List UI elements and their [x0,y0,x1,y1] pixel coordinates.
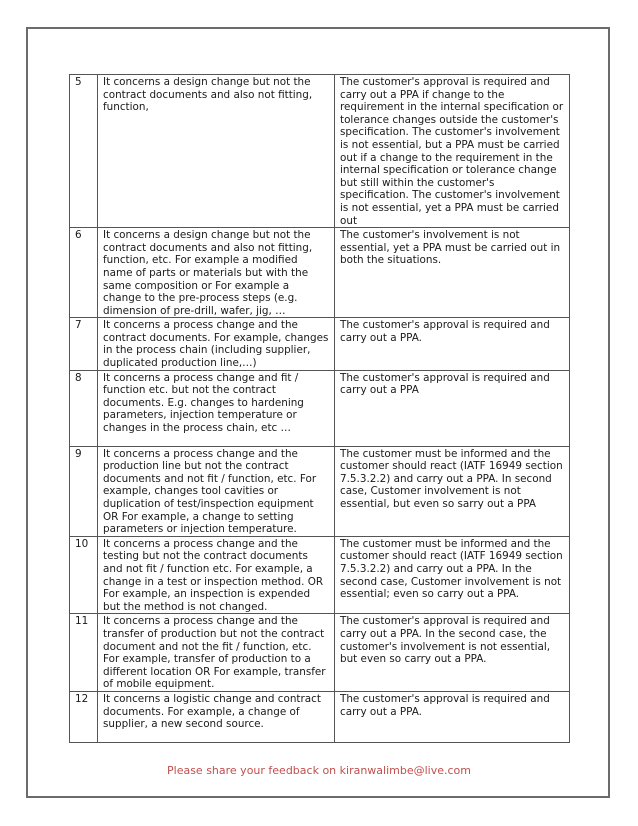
feedback-footer: Please share your feedback on kiranwalimbe@live.com [167,764,471,777]
change-description: It concerns a process change and the contract documents. For example, changes in the process chain (including supplier, duplicated production line,…) [98,318,335,370]
row-number: 11 [70,614,98,692]
row-number: 8 [70,370,98,446]
customer-action: The customer's approval is required and carry out a PPA. [335,318,570,370]
change-description: It concerns a logistic change and contract documents. For example, a change of supplier, a new second source. [98,691,335,742]
table-row [70,691,570,742]
change-description: It concerns a process change and the production line but not the contract documents and not fit / function, etc. For example, changes tool cavities or duplication of test/inspection equipment OR For example, a change to setting parameters or injection temperature. [98,446,335,536]
change-description: It concerns a design change but not the contract documents and also not fitting, function, [98,75,335,228]
table-row [70,318,570,370]
customer-action: The customer's approval is required and carry out a PPA [335,370,570,446]
table-row [70,536,570,614]
row-number: 5 [70,75,98,228]
change-description: It concerns a design change but not the contract documents and also not fitting, function, etc. For example a modified name of parts or materials but with the same composition or For example a change to the pre-process steps (e.g. dimension of pre-drill, wafer, jig, … [98,228,335,318]
row-number: 6 [70,228,98,318]
row-number: 10 [70,536,98,614]
table-row [70,614,570,692]
row-number: 9 [70,446,98,536]
customer-action: The customer must be informed and the customer should react (IATF 16949 section 7.5.3.2.2) and carry out a PPA. In the second case, Customer involvement is not essential; even so carry out a PPA. [335,536,570,614]
row-number: 7 [70,318,98,370]
table-row [70,370,570,446]
customer-action: The customer must be informed and the customer should react (IATF 16949 section 7.5.3.2.2) and carry out a PPA. In second case, Customer involvement is not essential, but even so sarry out a PPA [335,446,570,536]
table-row [70,75,570,228]
customer-action: The customer's approval is required and carry out a PPA. [335,691,570,742]
change-description: It concerns a process change and fit / function etc. but not the contract documents. E.g. changes to hardening parameters, injection temperature or changes in the process chain, etc … [98,370,335,446]
change-description: It concerns a process change and the transfer of production but not the contract document and not the fit / function, etc. For example, transfer of production to a different location OR For example, transfer of mobile equipment. [98,614,335,692]
change-table [69,74,570,743]
customer-action: The customer's approval is required and carry out a PPA if change to the requirement in the internal specification or tolerance changes outside the customer's specification. The customer's involvement is not essential, but a PPA must be carried out if a change to the requirement in the internal specification or tolerance change but still within the customer's specification. The customer's involvement is not essential, yet a PPA must be carried out [335,75,570,228]
table-row [70,228,570,318]
change-description: It concerns a process change and the testing but not the contract documents and not fit / function etc. For example, a change in a test or inspection method. OR For example, an inspection is expended but the method is not changed. [98,536,335,614]
customer-action: The customer's involvement is not essential, yet a PPA must be carried out in both the situations. [335,228,570,318]
customer-action: The customer's approval is required and carry out a PPA. In the second case, the customer's involvement is not essential, but even so carry out a PPA. [335,614,570,692]
row-number: 12 [70,691,98,742]
table-row [70,446,570,536]
